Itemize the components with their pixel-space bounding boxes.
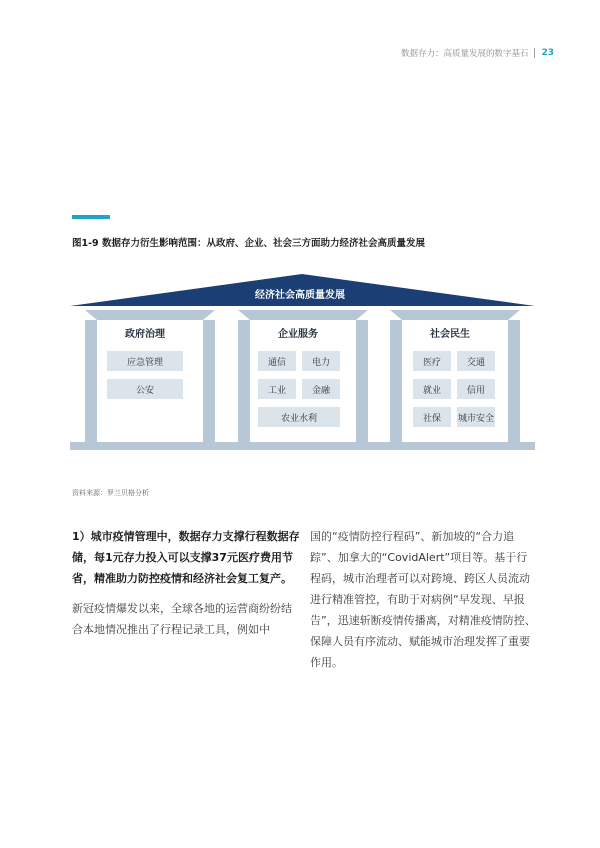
item-box: 工业 <box>258 379 296 399</box>
page-number: 23 <box>541 48 554 58</box>
item-box: 就业 <box>413 379 451 399</box>
item-box: 通信 <box>258 351 296 371</box>
accent-bar <box>72 215 110 219</box>
header-divider <box>534 48 535 58</box>
item-box: 社保 <box>413 407 451 427</box>
pillar-capital-1 <box>85 310 215 320</box>
pillar-side-1b <box>203 320 215 442</box>
item-box: 公安 <box>107 379 183 399</box>
diagram-base <box>70 442 535 450</box>
pillar-capital-2 <box>238 310 368 320</box>
left-column <box>72 526 300 640</box>
header-title: 数据存力：高质量发展的数字基石 <box>400 49 529 59</box>
item-box: 应急管理 <box>107 351 183 371</box>
body-paragraph-left: 新冠疫情爆发以来，全球各地的运营商纷纷结合本地情况推出了行程记录工具，例如中 <box>72 602 292 636</box>
right-column <box>310 526 538 673</box>
pillar-title-enterprise: 企业服务 <box>278 329 318 340</box>
item-box: 农业水利 <box>258 407 340 427</box>
figure-title: 图1-9 数据存力衍生影响范围：从政府、企业、社会三方面助力经济社会高质量发展 <box>72 238 425 249</box>
roof-label: 经济社会高质量发展 <box>255 290 345 301</box>
pillar-title-society: 社会民生 <box>430 329 470 340</box>
page-header <box>401 47 554 59</box>
pillar-side-3b <box>508 320 520 442</box>
item-box: 金融 <box>302 379 340 399</box>
item-box: 医疗 <box>413 351 451 371</box>
figure-source: 资料来源：罗兰贝格分析 <box>72 489 149 497</box>
item-box: 交通 <box>457 351 495 371</box>
lead-paragraph: 1）城市疫情管理中，数据存力支撑行程数据存储，每1元存力投入可以支撑37元医疗费用节省，精准助力防控疫情和经济社会复工复产。 <box>72 530 300 585</box>
item-box: 城市安全 <box>457 407 495 427</box>
item-box: 电力 <box>302 351 340 371</box>
body-paragraph-right: 国的“疫情防控行程码”、新加坡的“合力追踪”、加拿大的“CovidAlert”项目等。基于行程码，城市治理者可以对跨境、跨区人员流动进行精准管控，有助于对病例“早发现、早报告”，迅速斩断疫情传播离，对精准疫情防控、保障人员有序流动、赋能城市治理发挥了重要作用。 <box>310 530 536 669</box>
pillar-title-government: 政府治理 <box>125 329 165 340</box>
item-box: 信用 <box>457 379 495 399</box>
pillar-side-2b <box>356 320 368 442</box>
pillar-capital-3 <box>390 310 520 320</box>
